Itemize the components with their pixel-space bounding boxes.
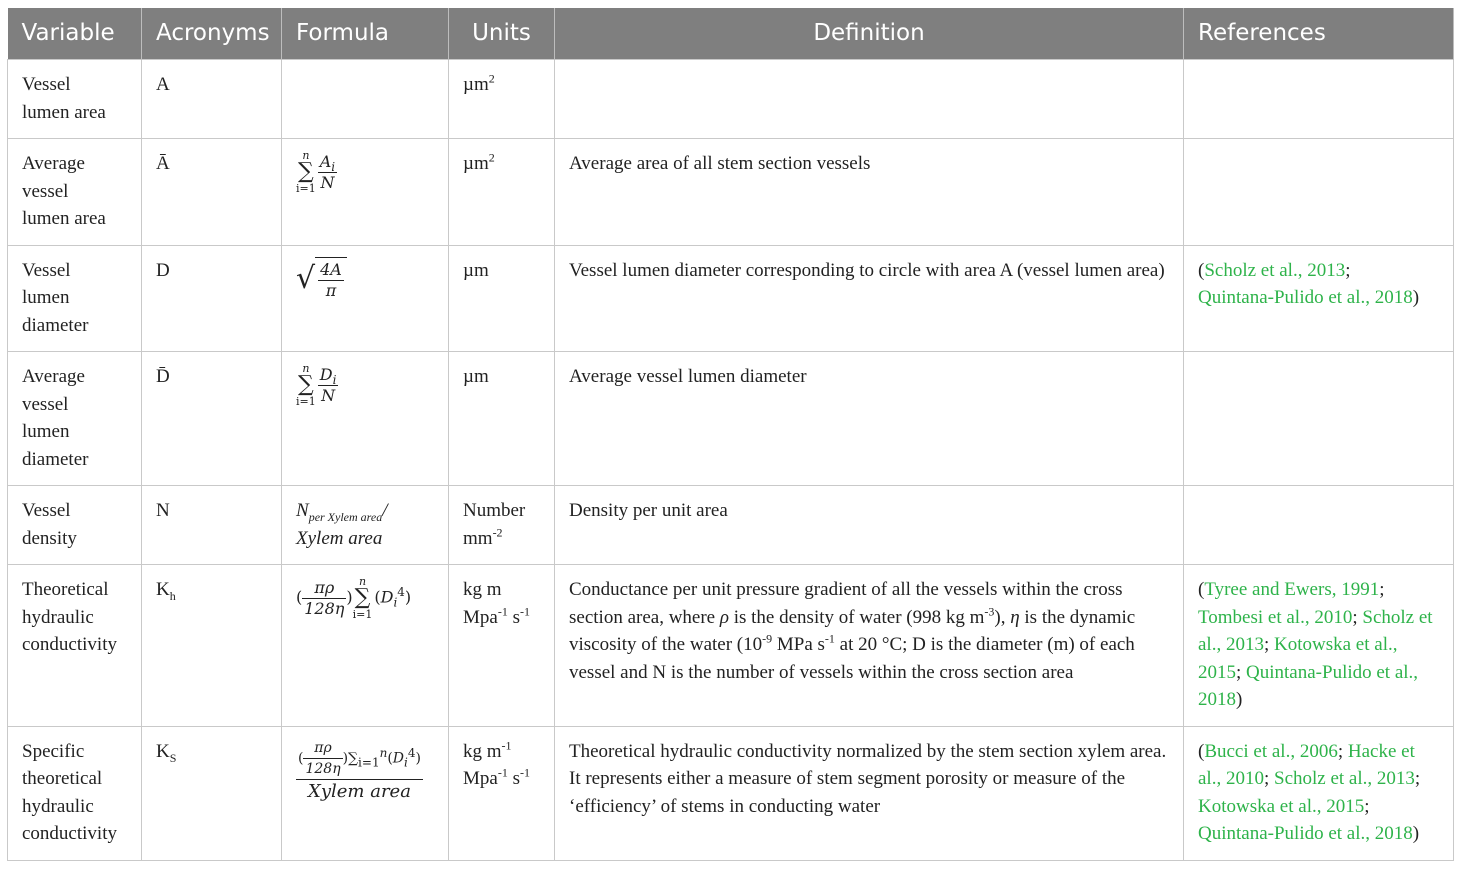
variable-cell: Average vessel lumen diameter [8, 352, 142, 486]
references-cell: (Tyree and Ewers, 1991; Tombesi et al., 2010; Scholz et al., 2013; Kotowska et al., 2015; Quintana-Pulido et al., 2018) [1184, 565, 1454, 727]
units-cell: µm$^2$ [449, 139, 555, 246]
formula-cell [282, 245, 449, 352]
acronym-cell: $K_S$ [142, 726, 282, 860]
references-cell [1184, 60, 1454, 139]
header-units: Units [449, 8, 555, 60]
units-cell: µm [449, 352, 555, 486]
table-row [8, 486, 1454, 565]
sum-symbol: n ∑ i=1 [296, 149, 316, 195]
header-references: References [1184, 8, 1454, 60]
fraction: $\frac{D_i}{N}$ [319, 364, 337, 405]
table-row [8, 726, 1454, 860]
acronym-cell: $K_h$ [142, 565, 282, 727]
table-row [8, 139, 1454, 246]
formula-cell [282, 726, 449, 860]
references-cell: (Bucci et al., 2006; Hacke et al., 2010; Scholz et al., 2013; Kotowska et al., 2015; Quintana-Pulido et al., 2018) [1184, 726, 1454, 860]
header-definition: Definition [555, 8, 1184, 60]
reference-link[interactable]: Kotowska et al., 2015 [1198, 795, 1365, 817]
acronym-cell: A [142, 60, 282, 139]
definition-cell: Density per unit area [555, 486, 1184, 565]
references-cell [1184, 352, 1454, 486]
reference-link[interactable]: Scholz et al., 2013 [1198, 606, 1433, 655]
header-formula: Formula [282, 8, 449, 60]
table-row [8, 245, 1454, 352]
header-acronyms: Acronyms [142, 8, 282, 60]
definition-cell: Theoretical hydraulic conductivity normalized by the stem section xylem area. It represents either a measure of stem segment porosity or measure of the ‘efficiency’ of stems in conducting water [555, 726, 1184, 860]
formula-cell [282, 352, 449, 486]
units-cell: Number $mm^{-2}$ [449, 486, 555, 565]
acronym-cell: Ā [142, 139, 282, 246]
reference-link[interactable]: Hacke et al., 2010 [1198, 740, 1415, 789]
units-cell: kg $m^{-1}$ Mpa$^{-1}$ $s^{-1}$ [449, 726, 555, 860]
units-cell: µm [449, 245, 555, 352]
units-cell: kg m Mpa$^{-1}$ $s^{-1}$ [449, 565, 555, 727]
reference-link[interactable]: Quintana-Pulido et al., 2018 [1198, 823, 1413, 844]
reference-link[interactable]: Tombesi et al., 2010 [1198, 606, 1353, 628]
reference-link[interactable]: Quintana-Pulido et al., 2018 [1198, 287, 1413, 308]
formula-cell [282, 60, 449, 139]
fraction: $\frac{\pi\rho}{128\eta}$ [304, 577, 345, 618]
acronym-cell: N [142, 486, 282, 565]
definition-cell: Vessel lumen diameter corresponding to circle with area A (vessel lumen area) [555, 245, 1184, 352]
acronym-cell: D [142, 245, 282, 352]
sum-symbol: n ∑ i=1 [352, 575, 373, 621]
reference-link[interactable]: Scholz et al., 2013 [1204, 259, 1346, 281]
definition-cell: Average vessel lumen diameter [555, 352, 1184, 486]
reference-link[interactable]: Scholz et al., 2013 [1274, 768, 1415, 789]
table-row [8, 352, 1454, 486]
table-row [8, 60, 1454, 139]
fraction: $\frac{4A}{\pi}$ [320, 259, 342, 300]
table-row [8, 565, 1454, 727]
reference-link[interactable]: Quintana-Pulido et al., 2018 [1198, 661, 1419, 710]
sum-symbol: n ∑ i=1 [296, 362, 316, 408]
reference-link[interactable]: Kotowska et al., 2015 [1198, 634, 1398, 683]
header-row [8, 8, 1454, 60]
reference-link[interactable]: Tyree and Ewers, 1991 [1204, 579, 1380, 600]
definition-cell: Conductance per unit pressure gradient of all the vessels within the cross section area, where ρ is the density of water (998 kg $m^{-3}$), η is the dynamic viscosity of the water ($10^{-9}$ MPa $s^{-1}$ at 20 °C; D is the diameter (m) of each vessel and N is the number of vessels within the cross section area [555, 565, 1184, 727]
variable-cell: Average vessel lumen area [8, 139, 142, 246]
definition-cell: Average area of all stem section vessels [555, 139, 1184, 246]
acronym-cell: D̄ [142, 352, 282, 486]
references-cell: (Scholz et al., 2013; Quintana-Pulido et al., 2018) [1184, 245, 1454, 352]
variable-cell: Vessel lumen area [8, 60, 142, 139]
sqrt-symbol: √ [296, 260, 316, 296]
variable-cell: Theoretical hydraulic conductivity [8, 565, 142, 727]
formula-cell: $N_{per Xylem area}/$ Xylem area [282, 486, 449, 565]
formula-cell [282, 139, 449, 246]
fraction: $\frac{A_i}{N}$ [319, 151, 336, 192]
references-cell [1184, 486, 1454, 565]
reference-link[interactable]: Bucci et al., 2006 [1204, 740, 1338, 762]
variable-cell: Vessel lumen diameter [8, 245, 142, 352]
variables-table [7, 8, 1454, 861]
references-cell [1184, 139, 1454, 246]
header-variable: Variable [8, 8, 142, 60]
units-cell: µm$^2$ [449, 60, 555, 139]
definition-cell [555, 60, 1184, 139]
variable-cell: Vessel density [8, 486, 142, 565]
formula-cell: ( $\frac{\pi\rho}{128\eta}$ )n ∑ $i=1(D_i^4)$ [282, 565, 449, 727]
variable-cell: Specific theoretical hydraulic conductivity [8, 726, 142, 860]
fraction: ( $\frac{\pi\rho}{128\eta}$ )$\sum_{i=1}^n(D_i^4)$ Xylem area [298, 739, 421, 802]
